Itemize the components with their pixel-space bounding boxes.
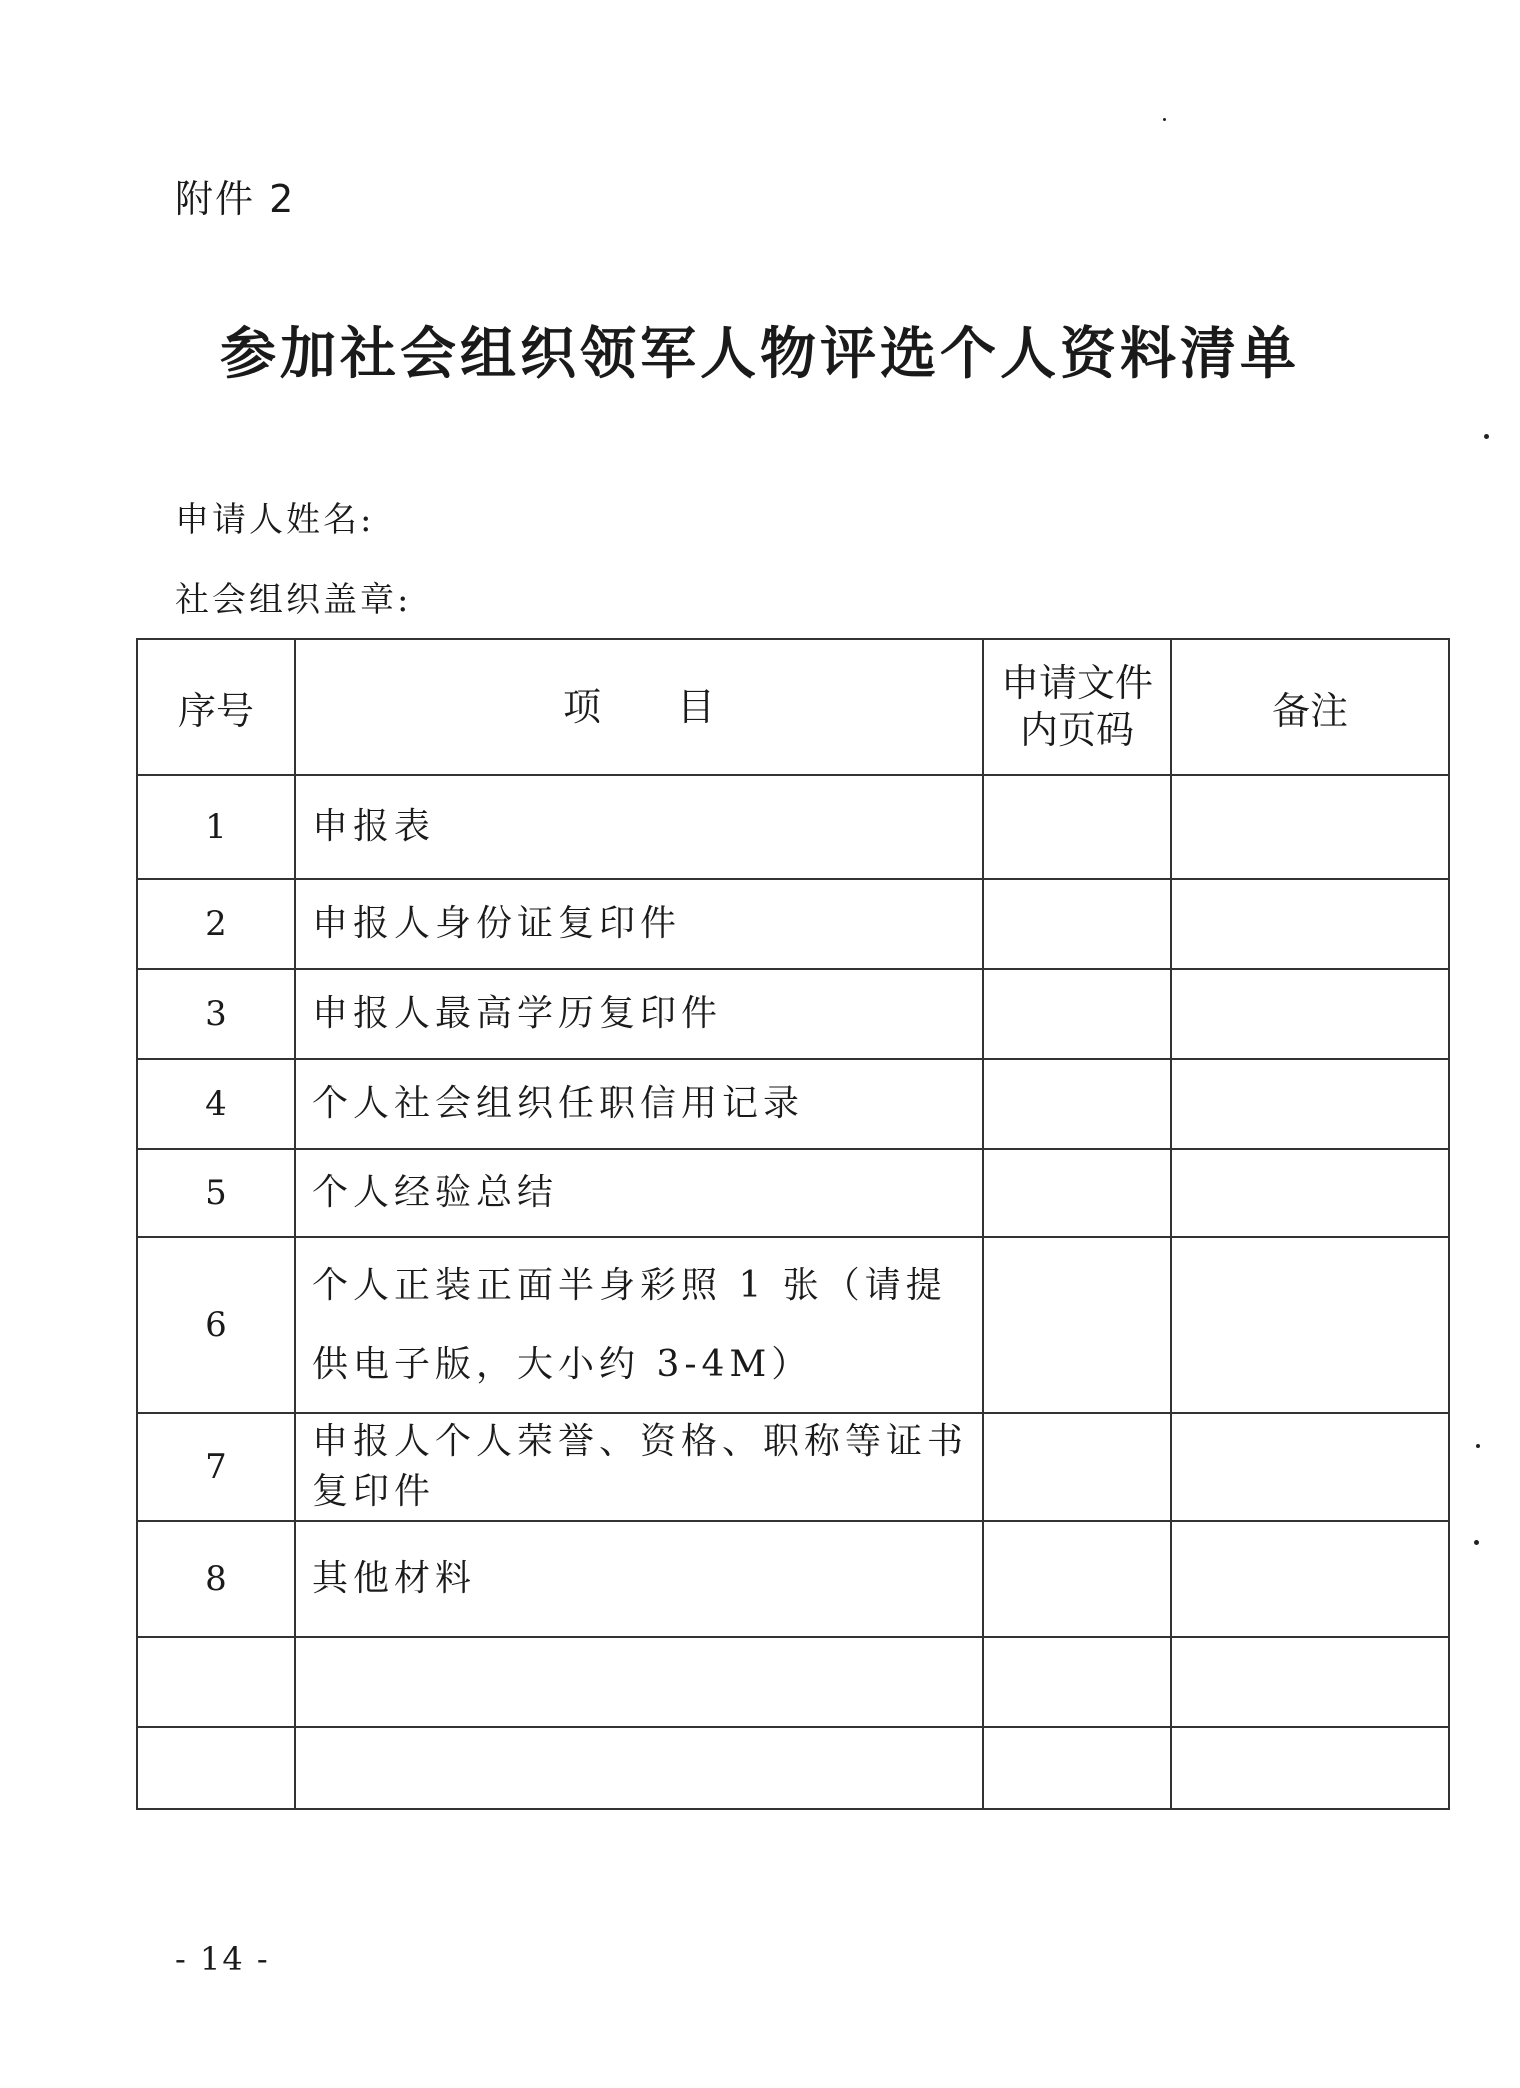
row-no: 6 [137,1237,295,1413]
row-item: 申报表 [295,775,983,879]
table-header-row [137,639,1449,775]
row-page-cell [983,879,1171,969]
table-row [137,775,1449,879]
row-page-cell [983,1521,1171,1637]
row-page-cell [983,1413,1171,1521]
scan-speck [1476,1444,1480,1448]
row-item: 申报人身份证复印件 [295,879,983,969]
row-page-cell [983,969,1171,1059]
row-no: 8 [137,1521,295,1637]
row-item: 申报人最高学历复印件 [295,969,983,1059]
header-no: 序号 [137,639,295,775]
row-page-cell [983,1637,1171,1727]
row-item [295,1637,983,1727]
attachment-label: 附件 2 [175,177,296,221]
table-row [137,969,1449,1059]
header-page-line2: 内页码 [1019,708,1134,752]
table-row [137,1059,1449,1149]
scan-speck [1163,118,1166,121]
table-row [137,1637,1449,1727]
row-page-cell [983,1149,1171,1237]
row-no [137,1727,295,1809]
row-item: 申报人个人荣誉、资格、职称等证书复印件 [295,1413,983,1521]
table-row [137,1727,1449,1809]
header-item: 项 目 [295,639,983,775]
row-item: 其他材料 [295,1521,983,1637]
row-no: 7 [137,1413,295,1521]
table-row [137,879,1449,969]
row-note-cell [1171,1237,1449,1413]
row-note-cell [1171,775,1449,879]
scan-speck [1474,1540,1479,1545]
table-row [137,1237,1449,1413]
row-no: 5 [137,1149,295,1237]
row-note-cell [1171,1059,1449,1149]
row-note-cell [1171,1637,1449,1727]
row-page-cell [983,1727,1171,1809]
materials-table [136,638,1450,1810]
row-note-cell [1171,969,1449,1059]
org-seal-label: 社会组织盖章: [175,580,412,620]
row-no [137,1637,295,1727]
row-note-cell [1171,1727,1449,1809]
row-item: 个人正装正面半身彩照 1 张（请提供电子版，大小约 3-4M） [295,1237,983,1413]
document-title: 参加社会组织领军人物评选个人资料清单 [220,321,1300,387]
scan-speck [1484,434,1489,439]
header-note: 备注 [1171,639,1449,775]
row-note-cell [1171,1521,1449,1637]
row-item: 个人社会组织任职信用记录 [295,1059,983,1149]
header-page [983,639,1171,775]
table-row [137,1413,1449,1521]
row-no: 3 [137,969,295,1059]
applicant-name-label: 申请人姓名: [175,500,375,540]
header-page-line1: 申请文件 [1000,660,1153,705]
row-page-cell [983,775,1171,879]
row-item: 个人经验总结 [295,1149,983,1237]
row-page-cell [983,1237,1171,1413]
page-number: - 14 - [175,1940,270,1978]
row-note-cell [1171,1413,1449,1521]
row-no: 1 [137,775,295,879]
row-item [295,1727,983,1809]
row-no: 2 [137,879,295,969]
row-note-cell [1171,1149,1449,1237]
table-row [137,1521,1449,1637]
table-row [137,1149,1449,1237]
row-no: 4 [137,1059,295,1149]
row-page-cell [983,1059,1171,1149]
row-note-cell [1171,879,1449,969]
